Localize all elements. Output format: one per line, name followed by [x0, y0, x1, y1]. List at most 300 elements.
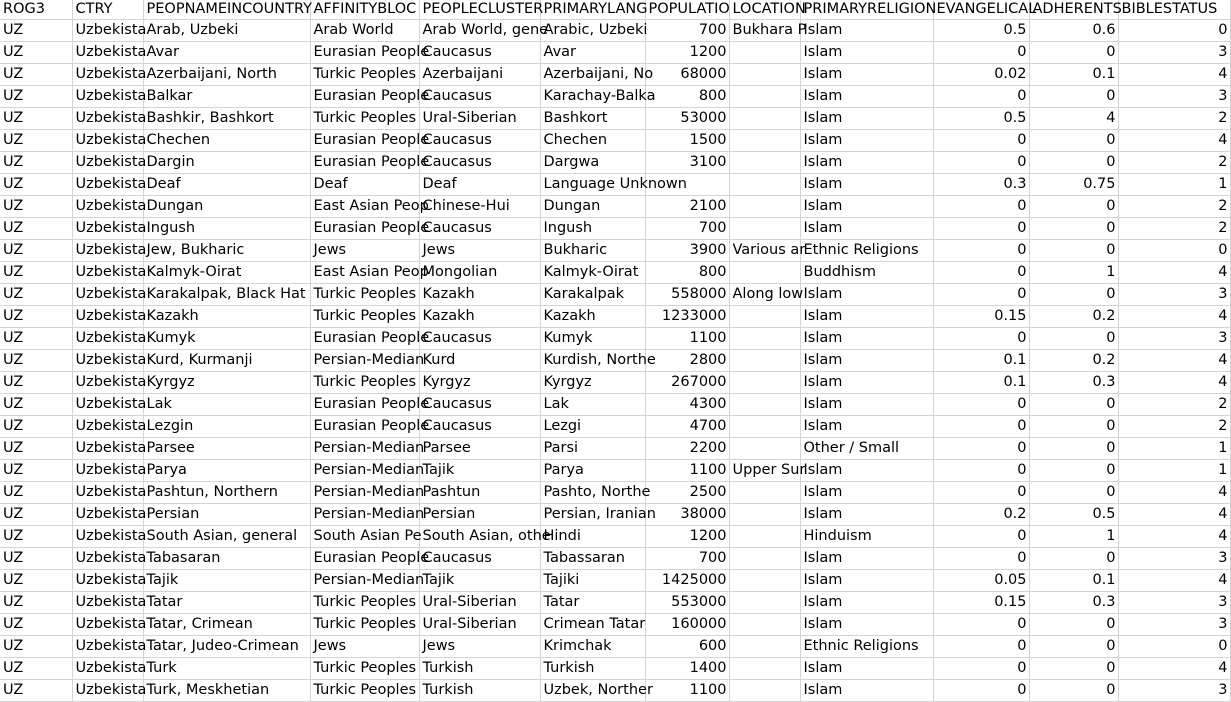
- cell-evangelical[interactable]: 0.15: [933, 305, 1029, 327]
- cell-primarylang[interactable]: Avar: [540, 41, 645, 63]
- cell-ctry[interactable]: Uzbekista: [72, 547, 143, 569]
- cell-ctry[interactable]: Uzbekista: [72, 503, 143, 525]
- cell-location[interactable]: [729, 41, 800, 63]
- cell-ctry[interactable]: Uzbekista: [72, 173, 143, 195]
- cell-rog3[interactable]: UZ: [0, 305, 72, 327]
- cell-primarylang[interactable]: Parsi: [540, 437, 645, 459]
- cell-peopname[interactable]: Bashkir, Bashkort: [143, 107, 310, 129]
- cell-primarylang[interactable]: Uzbek, Norther: [540, 679, 645, 701]
- cell-primarylang[interactable]: Bukharic: [540, 239, 645, 261]
- cell-biblestatus[interactable]: 2: [1118, 151, 1230, 173]
- cell-primaryreligion[interactable]: Islam: [800, 349, 933, 371]
- cell-primaryreligion[interactable]: Islam: [800, 19, 933, 41]
- cell-affinitybloc[interactable]: Eurasian People: [310, 327, 419, 349]
- column-header-biblestatus[interactable]: BIBLESTATUS: [1118, 0, 1230, 19]
- cell-ctry[interactable]: Uzbekista: [72, 283, 143, 305]
- cell-population[interactable]: 3100: [645, 151, 729, 173]
- cell-adherents[interactable]: 0: [1029, 283, 1118, 305]
- cell-affinitybloc[interactable]: Persian-Median: [310, 349, 419, 371]
- cell-population[interactable]: 53000: [645, 107, 729, 129]
- cell-primarylang[interactable]: Dungan: [540, 195, 645, 217]
- cell-biblestatus[interactable]: 4: [1118, 503, 1230, 525]
- cell-rog3[interactable]: UZ: [0, 481, 72, 503]
- cell-ctry[interactable]: Uzbekista: [72, 19, 143, 41]
- cell-biblestatus[interactable]: 2: [1118, 393, 1230, 415]
- cell-peopname[interactable]: Tatar, Crimean: [143, 613, 310, 635]
- cell-population[interactable]: 4700: [645, 415, 729, 437]
- cell-affinitybloc[interactable]: Turkic Peoples: [310, 371, 419, 393]
- cell-primarylang[interactable]: Language Unknown: [540, 173, 645, 195]
- cell-peoplecluster[interactable]: Mongolian: [419, 261, 540, 283]
- cell-ctry[interactable]: Uzbekista: [72, 349, 143, 371]
- cell-peopname[interactable]: Deaf: [143, 173, 310, 195]
- cell-biblestatus[interactable]: 1: [1118, 173, 1230, 195]
- cell-location[interactable]: [729, 371, 800, 393]
- cell-affinitybloc[interactable]: Deaf: [310, 173, 419, 195]
- cell-evangelical[interactable]: 0: [933, 239, 1029, 261]
- cell-primaryreligion[interactable]: Islam: [800, 173, 933, 195]
- cell-peopname[interactable]: Tatar, Judeo-Crimean: [143, 635, 310, 657]
- cell-adherents[interactable]: 0: [1029, 437, 1118, 459]
- cell-peopname[interactable]: Chechen: [143, 129, 310, 151]
- cell-location[interactable]: Along low: [729, 283, 800, 305]
- cell-biblestatus[interactable]: 4: [1118, 525, 1230, 547]
- cell-biblestatus[interactable]: 0: [1118, 239, 1230, 261]
- cell-population[interactable]: 38000: [645, 503, 729, 525]
- cell-adherents[interactable]: 0: [1029, 129, 1118, 151]
- cell-peopname[interactable]: Tabasaran: [143, 547, 310, 569]
- column-header-primaryreligion[interactable]: PRIMARYRELIGION: [800, 0, 933, 19]
- cell-rog3[interactable]: UZ: [0, 63, 72, 85]
- cell-primaryreligion[interactable]: Islam: [800, 613, 933, 635]
- cell-evangelical[interactable]: 0.5: [933, 107, 1029, 129]
- cell-location[interactable]: [729, 393, 800, 415]
- cell-biblestatus[interactable]: 3: [1118, 613, 1230, 635]
- cell-primaryreligion[interactable]: Islam: [800, 459, 933, 481]
- cell-evangelical[interactable]: 0.1: [933, 371, 1029, 393]
- cell-peoplecluster[interactable]: South Asian, othe: [419, 525, 540, 547]
- cell-population[interactable]: 2800: [645, 349, 729, 371]
- cell-adherents[interactable]: 0: [1029, 459, 1118, 481]
- cell-ctry[interactable]: Uzbekista: [72, 459, 143, 481]
- cell-rog3[interactable]: UZ: [0, 415, 72, 437]
- cell-rog3[interactable]: UZ: [0, 107, 72, 129]
- cell-biblestatus[interactable]: 2: [1118, 107, 1230, 129]
- cell-adherents[interactable]: 0: [1029, 547, 1118, 569]
- cell-biblestatus[interactable]: 3: [1118, 547, 1230, 569]
- cell-location[interactable]: [729, 107, 800, 129]
- cell-ctry[interactable]: Uzbekista: [72, 129, 143, 151]
- cell-rog3[interactable]: UZ: [0, 349, 72, 371]
- cell-rog3[interactable]: UZ: [0, 591, 72, 613]
- cell-location[interactable]: [729, 129, 800, 151]
- cell-primaryreligion[interactable]: Islam: [800, 371, 933, 393]
- cell-primaryreligion[interactable]: Islam: [800, 327, 933, 349]
- cell-rog3[interactable]: UZ: [0, 217, 72, 239]
- cell-biblestatus[interactable]: 4: [1118, 349, 1230, 371]
- cell-location[interactable]: [729, 173, 800, 195]
- cell-ctry[interactable]: Uzbekista: [72, 107, 143, 129]
- cell-affinitybloc[interactable]: Eurasian People: [310, 41, 419, 63]
- cell-adherents[interactable]: 0.1: [1029, 63, 1118, 85]
- cell-primarylang[interactable]: Krimchak: [540, 635, 645, 657]
- cell-ctry[interactable]: Uzbekista: [72, 415, 143, 437]
- cell-population[interactable]: 3900: [645, 239, 729, 261]
- cell-affinitybloc[interactable]: Jews: [310, 635, 419, 657]
- cell-primaryreligion[interactable]: Islam: [800, 217, 933, 239]
- cell-peoplecluster[interactable]: Caucasus: [419, 327, 540, 349]
- cell-location[interactable]: [729, 679, 800, 701]
- cell-population[interactable]: 1400: [645, 657, 729, 679]
- cell-affinitybloc[interactable]: South Asian Pe: [310, 525, 419, 547]
- cell-primaryreligion[interactable]: Islam: [800, 305, 933, 327]
- cell-peoplecluster[interactable]: Jews: [419, 239, 540, 261]
- cell-evangelical[interactable]: 0: [933, 525, 1029, 547]
- cell-population[interactable]: 2500: [645, 481, 729, 503]
- cell-location[interactable]: [729, 217, 800, 239]
- cell-primaryreligion[interactable]: Islam: [800, 129, 933, 151]
- cell-primaryreligion[interactable]: Islam: [800, 393, 933, 415]
- cell-ctry[interactable]: Uzbekista: [72, 613, 143, 635]
- cell-peoplecluster[interactable]: Kurd: [419, 349, 540, 371]
- cell-primaryreligion[interactable]: Islam: [800, 85, 933, 107]
- cell-adherents[interactable]: 0: [1029, 415, 1118, 437]
- cell-location[interactable]: [729, 415, 800, 437]
- cell-primarylang[interactable]: Arabic, Uzbeki: [540, 19, 645, 41]
- cell-affinitybloc[interactable]: Turkic Peoples: [310, 679, 419, 701]
- cell-location[interactable]: [729, 151, 800, 173]
- cell-rog3[interactable]: UZ: [0, 613, 72, 635]
- cell-peopname[interactable]: Kalmyk-Oirat: [143, 261, 310, 283]
- cell-ctry[interactable]: Uzbekista: [72, 327, 143, 349]
- cell-population[interactable]: 1100: [645, 679, 729, 701]
- cell-affinitybloc[interactable]: Eurasian People: [310, 415, 419, 437]
- cell-biblestatus[interactable]: 4: [1118, 481, 1230, 503]
- cell-primarylang[interactable]: Turkish: [540, 657, 645, 679]
- cell-peopname[interactable]: Arab, Uzbeki: [143, 19, 310, 41]
- cell-population[interactable]: 800: [645, 85, 729, 107]
- cell-primarylang[interactable]: Ingush: [540, 217, 645, 239]
- cell-peoplecluster[interactable]: Ural-Siberian: [419, 613, 540, 635]
- cell-adherents[interactable]: 0.5: [1029, 503, 1118, 525]
- cell-adherents[interactable]: 0: [1029, 41, 1118, 63]
- cell-ctry[interactable]: Uzbekista: [72, 305, 143, 327]
- cell-location[interactable]: [729, 569, 800, 591]
- cell-population[interactable]: 1200: [645, 525, 729, 547]
- cell-primarylang[interactable]: Karakalpak: [540, 283, 645, 305]
- cell-rog3[interactable]: UZ: [0, 547, 72, 569]
- cell-primarylang[interactable]: Crimean Tatar: [540, 613, 645, 635]
- cell-ctry[interactable]: Uzbekista: [72, 525, 143, 547]
- cell-evangelical[interactable]: 0.5: [933, 19, 1029, 41]
- cell-rog3[interactable]: UZ: [0, 635, 72, 657]
- cell-biblestatus[interactable]: 3: [1118, 327, 1230, 349]
- column-header-primarylang[interactable]: PRIMARYLANG: [540, 0, 645, 19]
- cell-peopname[interactable]: Kumyk: [143, 327, 310, 349]
- cell-biblestatus[interactable]: 4: [1118, 261, 1230, 283]
- cell-peopname[interactable]: Kazakh: [143, 305, 310, 327]
- cell-primaryreligion[interactable]: Islam: [800, 107, 933, 129]
- cell-evangelical[interactable]: 0: [933, 151, 1029, 173]
- cell-evangelical[interactable]: 0: [933, 415, 1029, 437]
- cell-rog3[interactable]: UZ: [0, 41, 72, 63]
- cell-primaryreligion[interactable]: Islam: [800, 547, 933, 569]
- cell-rog3[interactable]: UZ: [0, 657, 72, 679]
- cell-primaryreligion[interactable]: Ethnic Religions: [800, 635, 933, 657]
- cell-evangelical[interactable]: 0: [933, 41, 1029, 63]
- cell-biblestatus[interactable]: 3: [1118, 41, 1230, 63]
- cell-peoplecluster[interactable]: Caucasus: [419, 415, 540, 437]
- cell-location[interactable]: [729, 195, 800, 217]
- cell-adherents[interactable]: 0.2: [1029, 349, 1118, 371]
- cell-population[interactable]: 1500: [645, 129, 729, 151]
- cell-peopname[interactable]: Dungan: [143, 195, 310, 217]
- cell-adherents[interactable]: 0.3: [1029, 591, 1118, 613]
- cell-population[interactable]: 558000: [645, 283, 729, 305]
- cell-biblestatus[interactable]: 2: [1118, 415, 1230, 437]
- cell-location[interactable]: Various ar: [729, 239, 800, 261]
- cell-primaryreligion[interactable]: Ethnic Religions: [800, 239, 933, 261]
- cell-primarylang[interactable]: Azerbaijani, No: [540, 63, 645, 85]
- cell-adherents[interactable]: 0: [1029, 327, 1118, 349]
- cell-adherents[interactable]: 1: [1029, 525, 1118, 547]
- cell-peopname[interactable]: Balkar: [143, 85, 310, 107]
- cell-population[interactable]: 4300: [645, 393, 729, 415]
- cell-primarylang[interactable]: Parya: [540, 459, 645, 481]
- cell-ctry[interactable]: Uzbekista: [72, 217, 143, 239]
- cell-ctry[interactable]: Uzbekista: [72, 85, 143, 107]
- cell-evangelical[interactable]: 0: [933, 129, 1029, 151]
- cell-primarylang[interactable]: Lak: [540, 393, 645, 415]
- cell-location[interactable]: [729, 525, 800, 547]
- cell-primaryreligion[interactable]: Islam: [800, 679, 933, 701]
- cell-affinitybloc[interactable]: Eurasian People: [310, 547, 419, 569]
- cell-population[interactable]: 700: [645, 217, 729, 239]
- cell-peopname[interactable]: Azerbaijani, North: [143, 63, 310, 85]
- column-header-rog3[interactable]: ROG3: [0, 0, 72, 19]
- cell-peoplecluster[interactable]: Caucasus: [419, 393, 540, 415]
- cell-location[interactable]: [729, 327, 800, 349]
- cell-peopname[interactable]: Turk: [143, 657, 310, 679]
- cell-peopname[interactable]: Avar: [143, 41, 310, 63]
- cell-peoplecluster[interactable]: Kazakh: [419, 305, 540, 327]
- cell-affinitybloc[interactable]: East Asian Peop: [310, 195, 419, 217]
- cell-primaryreligion[interactable]: Islam: [800, 283, 933, 305]
- cell-evangelical[interactable]: 0: [933, 481, 1029, 503]
- cell-evangelical[interactable]: 0: [933, 217, 1029, 239]
- cell-primarylang[interactable]: Hindi: [540, 525, 645, 547]
- cell-location[interactable]: [729, 305, 800, 327]
- cell-ctry[interactable]: Uzbekista: [72, 569, 143, 591]
- cell-peoplecluster[interactable]: Ural-Siberian: [419, 107, 540, 129]
- cell-peoplecluster[interactable]: Caucasus: [419, 217, 540, 239]
- cell-biblestatus[interactable]: 1: [1118, 459, 1230, 481]
- cell-primaryreligion[interactable]: Islam: [800, 657, 933, 679]
- column-header-peoplecluster[interactable]: PEOPLECLUSTER: [419, 0, 540, 19]
- cell-rog3[interactable]: UZ: [0, 151, 72, 173]
- cell-rog3[interactable]: UZ: [0, 195, 72, 217]
- cell-adherents[interactable]: 0.6: [1029, 19, 1118, 41]
- cell-rog3[interactable]: UZ: [0, 503, 72, 525]
- cell-peoplecluster[interactable]: Parsee: [419, 437, 540, 459]
- cell-peoplecluster[interactable]: Deaf: [419, 173, 540, 195]
- cell-peopname[interactable]: Tajik: [143, 569, 310, 591]
- cell-biblestatus[interactable]: 4: [1118, 657, 1230, 679]
- cell-primaryreligion[interactable]: Islam: [800, 591, 933, 613]
- cell-population[interactable]: 1200: [645, 41, 729, 63]
- cell-affinitybloc[interactable]: Turkic Peoples: [310, 63, 419, 85]
- cell-peoplecluster[interactable]: Turkish: [419, 679, 540, 701]
- cell-ctry[interactable]: Uzbekista: [72, 63, 143, 85]
- cell-biblestatus[interactable]: 4: [1118, 305, 1230, 327]
- cell-peopname[interactable]: Parsee: [143, 437, 310, 459]
- cell-population[interactable]: 1425000: [645, 569, 729, 591]
- cell-location[interactable]: [729, 85, 800, 107]
- cell-adherents[interactable]: 0: [1029, 613, 1118, 635]
- cell-rog3[interactable]: UZ: [0, 261, 72, 283]
- cell-adherents[interactable]: 0.1: [1029, 569, 1118, 591]
- cell-primarylang[interactable]: Tatar: [540, 591, 645, 613]
- cell-evangelical[interactable]: 0: [933, 393, 1029, 415]
- cell-primarylang[interactable]: Kumyk: [540, 327, 645, 349]
- cell-peoplecluster[interactable]: Kazakh: [419, 283, 540, 305]
- cell-adherents[interactable]: 0: [1029, 85, 1118, 107]
- cell-ctry[interactable]: Uzbekista: [72, 657, 143, 679]
- cell-ctry[interactable]: Uzbekista: [72, 679, 143, 701]
- cell-ctry[interactable]: Uzbekista: [72, 635, 143, 657]
- cell-biblestatus[interactable]: 4: [1118, 371, 1230, 393]
- cell-peoplecluster[interactable]: Turkish: [419, 657, 540, 679]
- cell-population[interactable]: 160000: [645, 613, 729, 635]
- cell-adherents[interactable]: 0: [1029, 217, 1118, 239]
- cell-peoplecluster[interactable]: Caucasus: [419, 547, 540, 569]
- cell-rog3[interactable]: UZ: [0, 459, 72, 481]
- cell-population[interactable]: 68000: [645, 63, 729, 85]
- cell-affinitybloc[interactable]: Eurasian People: [310, 393, 419, 415]
- cell-affinitybloc[interactable]: East Asian Peop: [310, 261, 419, 283]
- cell-primarylang[interactable]: Kurdish, Northe: [540, 349, 645, 371]
- cell-population[interactable]: 800: [645, 261, 729, 283]
- cell-affinitybloc[interactable]: Persian-Median: [310, 459, 419, 481]
- cell-peoplecluster[interactable]: Pashtun: [419, 481, 540, 503]
- cell-evangelical[interactable]: 0.3: [933, 173, 1029, 195]
- cell-location[interactable]: [729, 437, 800, 459]
- cell-primaryreligion[interactable]: Islam: [800, 481, 933, 503]
- cell-location[interactable]: [729, 591, 800, 613]
- cell-adherents[interactable]: 0: [1029, 481, 1118, 503]
- cell-primaryreligion[interactable]: Islam: [800, 569, 933, 591]
- cell-peoplecluster[interactable]: Jews: [419, 635, 540, 657]
- cell-ctry[interactable]: Uzbekista: [72, 371, 143, 393]
- cell-primaryreligion[interactable]: Other / Small: [800, 437, 933, 459]
- cell-affinitybloc[interactable]: Turkic Peoples: [310, 283, 419, 305]
- cell-peoplecluster[interactable]: Arab World, gene: [419, 19, 540, 41]
- cell-peoplecluster[interactable]: Azerbaijani: [419, 63, 540, 85]
- cell-biblestatus[interactable]: 3: [1118, 85, 1230, 107]
- cell-ctry[interactable]: Uzbekista: [72, 591, 143, 613]
- cell-affinitybloc[interactable]: Turkic Peoples: [310, 657, 419, 679]
- cell-peoplecluster[interactable]: Caucasus: [419, 151, 540, 173]
- cell-location[interactable]: Bukhara P: [729, 19, 800, 41]
- cell-location[interactable]: [729, 657, 800, 679]
- cell-peopname[interactable]: Parya: [143, 459, 310, 481]
- cell-population[interactable]: 600: [645, 635, 729, 657]
- cell-affinitybloc[interactable]: Persian-Median: [310, 481, 419, 503]
- cell-adherents[interactable]: 4: [1029, 107, 1118, 129]
- cell-peopname[interactable]: South Asian, general: [143, 525, 310, 547]
- cell-peopname[interactable]: Lak: [143, 393, 310, 415]
- cell-adherents[interactable]: 0: [1029, 679, 1118, 701]
- cell-affinitybloc[interactable]: Arab World: [310, 19, 419, 41]
- cell-rog3[interactable]: UZ: [0, 569, 72, 591]
- cell-adherents[interactable]: 0: [1029, 239, 1118, 261]
- cell-ctry[interactable]: Uzbekista: [72, 41, 143, 63]
- column-header-location[interactable]: LOCATION: [729, 0, 800, 19]
- cell-location[interactable]: [729, 503, 800, 525]
- cell-evangelical[interactable]: 0: [933, 327, 1029, 349]
- cell-affinitybloc[interactable]: Eurasian People: [310, 85, 419, 107]
- cell-rog3[interactable]: UZ: [0, 327, 72, 349]
- cell-primaryreligion[interactable]: Islam: [800, 151, 933, 173]
- cell-rog3[interactable]: UZ: [0, 239, 72, 261]
- cell-affinitybloc[interactable]: Eurasian People: [310, 129, 419, 151]
- cell-ctry[interactable]: Uzbekista: [72, 195, 143, 217]
- cell-primaryreligion[interactable]: Hinduism: [800, 525, 933, 547]
- cell-peoplecluster[interactable]: Tajik: [419, 459, 540, 481]
- cell-population[interactable]: 553000: [645, 591, 729, 613]
- cell-biblestatus[interactable]: 2: [1118, 195, 1230, 217]
- cell-primaryreligion[interactable]: Islam: [800, 63, 933, 85]
- cell-adherents[interactable]: 1: [1029, 261, 1118, 283]
- cell-biblestatus[interactable]: 0: [1118, 635, 1230, 657]
- cell-ctry[interactable]: Uzbekista: [72, 151, 143, 173]
- cell-peopname[interactable]: Kurd, Kurmanji: [143, 349, 310, 371]
- cell-peopname[interactable]: Jew, Bukharic: [143, 239, 310, 261]
- cell-peoplecluster[interactable]: Persian: [419, 503, 540, 525]
- cell-adherents[interactable]: 0: [1029, 393, 1118, 415]
- cell-primarylang[interactable]: Karachay-Balka: [540, 85, 645, 107]
- cell-evangelical[interactable]: 0: [933, 283, 1029, 305]
- cell-peopname[interactable]: Kyrgyz: [143, 371, 310, 393]
- cell-peopname[interactable]: Tatar: [143, 591, 310, 613]
- cell-ctry[interactable]: Uzbekista: [72, 239, 143, 261]
- cell-peopname[interactable]: Ingush: [143, 217, 310, 239]
- cell-biblestatus[interactable]: 2: [1118, 217, 1230, 239]
- cell-adherents[interactable]: 0.2: [1029, 305, 1118, 327]
- cell-location[interactable]: [729, 349, 800, 371]
- cell-evangelical[interactable]: 0.2: [933, 503, 1029, 525]
- cell-affinitybloc[interactable]: Eurasian People: [310, 151, 419, 173]
- cell-ctry[interactable]: Uzbekista: [72, 437, 143, 459]
- cell-affinitybloc[interactable]: Persian-Median: [310, 569, 419, 591]
- cell-evangelical[interactable]: 0: [933, 635, 1029, 657]
- cell-location[interactable]: [729, 547, 800, 569]
- cell-biblestatus[interactable]: 4: [1118, 63, 1230, 85]
- cell-primarylang[interactable]: Tajiki: [540, 569, 645, 591]
- cell-primaryreligion[interactable]: Islam: [800, 503, 933, 525]
- cell-primarylang[interactable]: Dargwa: [540, 151, 645, 173]
- cell-location[interactable]: [729, 63, 800, 85]
- column-header-peopname[interactable]: PEOPNAMEINCOUNTRY: [143, 0, 310, 19]
- cell-population[interactable]: 267000: [645, 371, 729, 393]
- cell-evangelical[interactable]: 0: [933, 613, 1029, 635]
- cell-biblestatus[interactable]: 0: [1118, 19, 1230, 41]
- cell-peopname[interactable]: Lezgin: [143, 415, 310, 437]
- cell-rog3[interactable]: UZ: [0, 393, 72, 415]
- cell-peoplecluster[interactable]: Caucasus: [419, 85, 540, 107]
- cell-primaryreligion[interactable]: Islam: [800, 195, 933, 217]
- cell-rog3[interactable]: UZ: [0, 173, 72, 195]
